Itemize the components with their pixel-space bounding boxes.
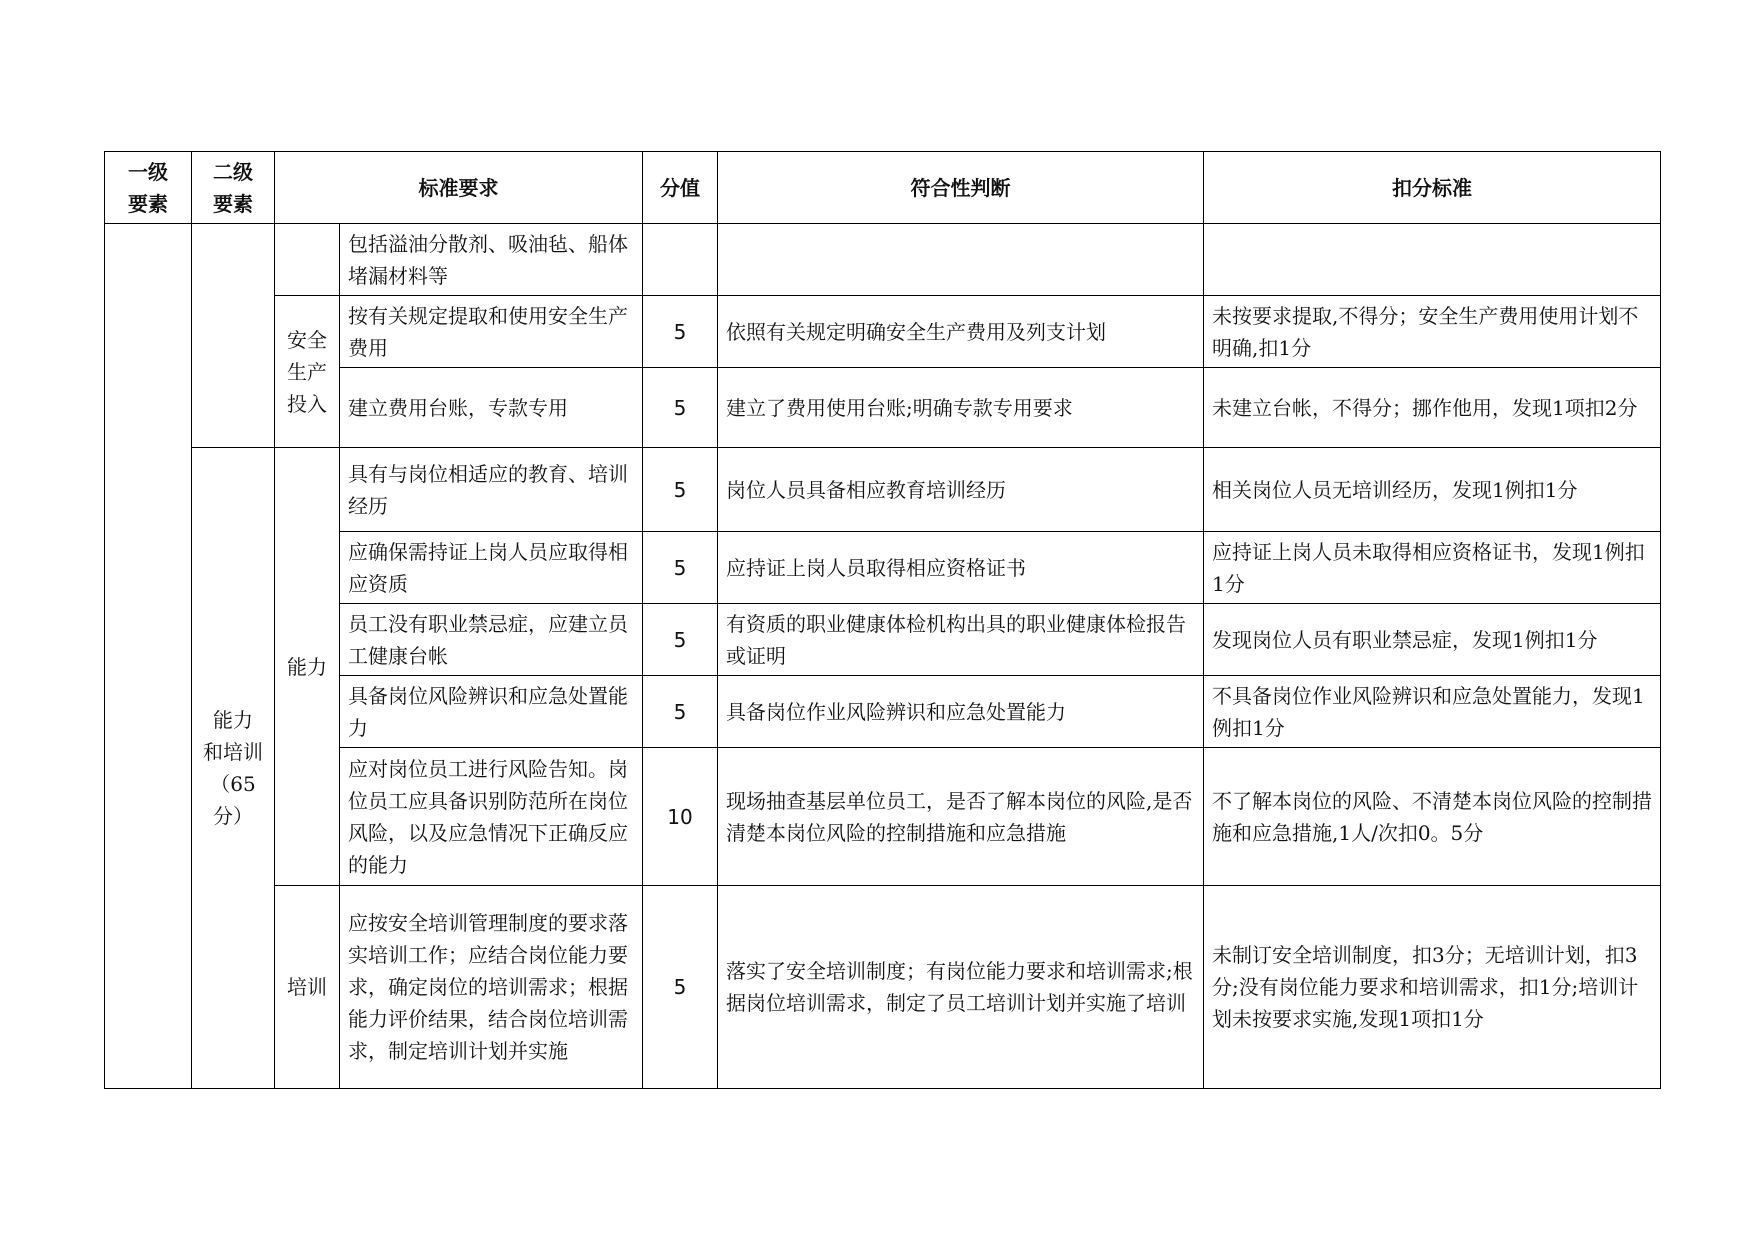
judgment-cell: 有资质的职业健康体检机构出具的职业健康体检报告或证明 (718, 604, 1204, 676)
standards-table (104, 151, 1661, 1089)
requirement-cell: 按有关规定提取和使用安全生产费用 (340, 296, 643, 368)
requirement-cell: 员工没有职业禁忌症，应建立员工健康台帐 (340, 604, 643, 676)
level2-cell-empty (192, 224, 275, 448)
header-score: 分值 (643, 152, 718, 224)
deduction-cell: 未建立台帐，不得分；挪作他用，发现1项扣2分 (1204, 368, 1661, 448)
deduction-cell: 应持证上岗人员未取得相应资格证书，发现1例扣1分 (1204, 532, 1661, 604)
table-row (105, 224, 1661, 296)
score-cell: 5 (643, 368, 718, 448)
requirement-cell: 应确保需持证上岗人员应取得相应资质 (340, 532, 643, 604)
group-ability-training: 能力 和培训 （65分） (192, 448, 275, 1089)
header-level1: 一级 要素 (105, 152, 192, 224)
deduction-cell: 不具备岗位作业风险辨识和应急处置能力，发现1例扣1分 (1204, 676, 1661, 748)
table-row (105, 886, 1661, 1089)
group-safety-investment: 安全 生产 投入 (275, 296, 340, 448)
judgment-cell: 岗位人员具备相应教育培训经历 (718, 448, 1204, 532)
deduction-cell: 不了解本岗位的风险、不清楚本岗位风险的控制措施和应急措施,1人/次扣0。5分 (1204, 748, 1661, 886)
judgment-cell (718, 224, 1204, 296)
deduction-cell: 未制订安全培训制度，扣3分；无培训计划，扣3分;没有岗位能力要求和培训需求，扣1分;培训计划未按要求实施,发现1项扣1分 (1204, 886, 1661, 1089)
group-training: 培训 (275, 886, 340, 1089)
score-cell: 5 (643, 676, 718, 748)
header-row (105, 152, 1661, 224)
deduction-cell (1204, 224, 1661, 296)
deduction-cell: 未按要求提取,不得分；安全生产费用使用计划不明确,扣1分 (1204, 296, 1661, 368)
header-level2: 二级 要素 (192, 152, 275, 224)
requirement-cell: 建立费用台账，专款专用 (340, 368, 643, 448)
score-cell: 5 (643, 604, 718, 676)
header-deduction: 扣分标准 (1204, 152, 1661, 224)
sub-cell-empty (275, 224, 340, 296)
judgment-cell: 现场抽查基层单位员工，是否了解本岗位的风险,是否清楚本岗位风险的控制措施和应急措施 (718, 748, 1204, 886)
header-judgment: 符合性判断 (718, 152, 1204, 224)
score-cell (643, 224, 718, 296)
judgment-cell: 应持证上岗人员取得相应资格证书 (718, 532, 1204, 604)
judgment-cell: 建立了费用使用台账;明确专款专用要求 (718, 368, 1204, 448)
judgment-cell: 具备岗位作业风险辨识和应急处置能力 (718, 676, 1204, 748)
score-cell: 5 (643, 532, 718, 604)
judgment-cell: 落实了安全培训制度；有岗位能力要求和培训需求;根据岗位培训需求，制定了员工培训计划并实施了培训 (718, 886, 1204, 1089)
requirement-cell: 具有与岗位相适应的教育、培训经历 (340, 448, 643, 532)
deduction-cell: 发现岗位人员有职业禁忌症，发现1例扣1分 (1204, 604, 1661, 676)
requirement-cell: 包括溢油分散剂、吸油毡、船体堵漏材料等 (340, 224, 643, 296)
judgment-cell: 依照有关规定明确安全生产费用及列支计划 (718, 296, 1204, 368)
header-requirement: 标准要求 (275, 152, 643, 224)
group-ability: 能力 (275, 448, 340, 886)
requirement-cell: 应按安全培训管理制度的要求落实培训工作；应结合岗位能力要求，确定岗位的培训需求；根据能力评价结果，结合岗位培训需求，制定培训计划并实施 (340, 886, 643, 1089)
requirement-cell: 具备岗位风险辨识和应急处置能力 (340, 676, 643, 748)
score-cell: 5 (643, 296, 718, 368)
table-row (105, 296, 1661, 368)
score-cell: 5 (643, 886, 718, 1089)
level1-cell (105, 224, 192, 1089)
table-row (105, 448, 1661, 532)
score-cell: 5 (643, 448, 718, 532)
requirement-cell: 应对岗位员工进行风险告知。岗位员工应具备识别防范所在岗位风险，以及应急情况下正确反应的能力 (340, 748, 643, 886)
score-cell: 10 (643, 748, 718, 886)
deduction-cell: 相关岗位人员无培训经历，发现1例扣1分 (1204, 448, 1661, 532)
